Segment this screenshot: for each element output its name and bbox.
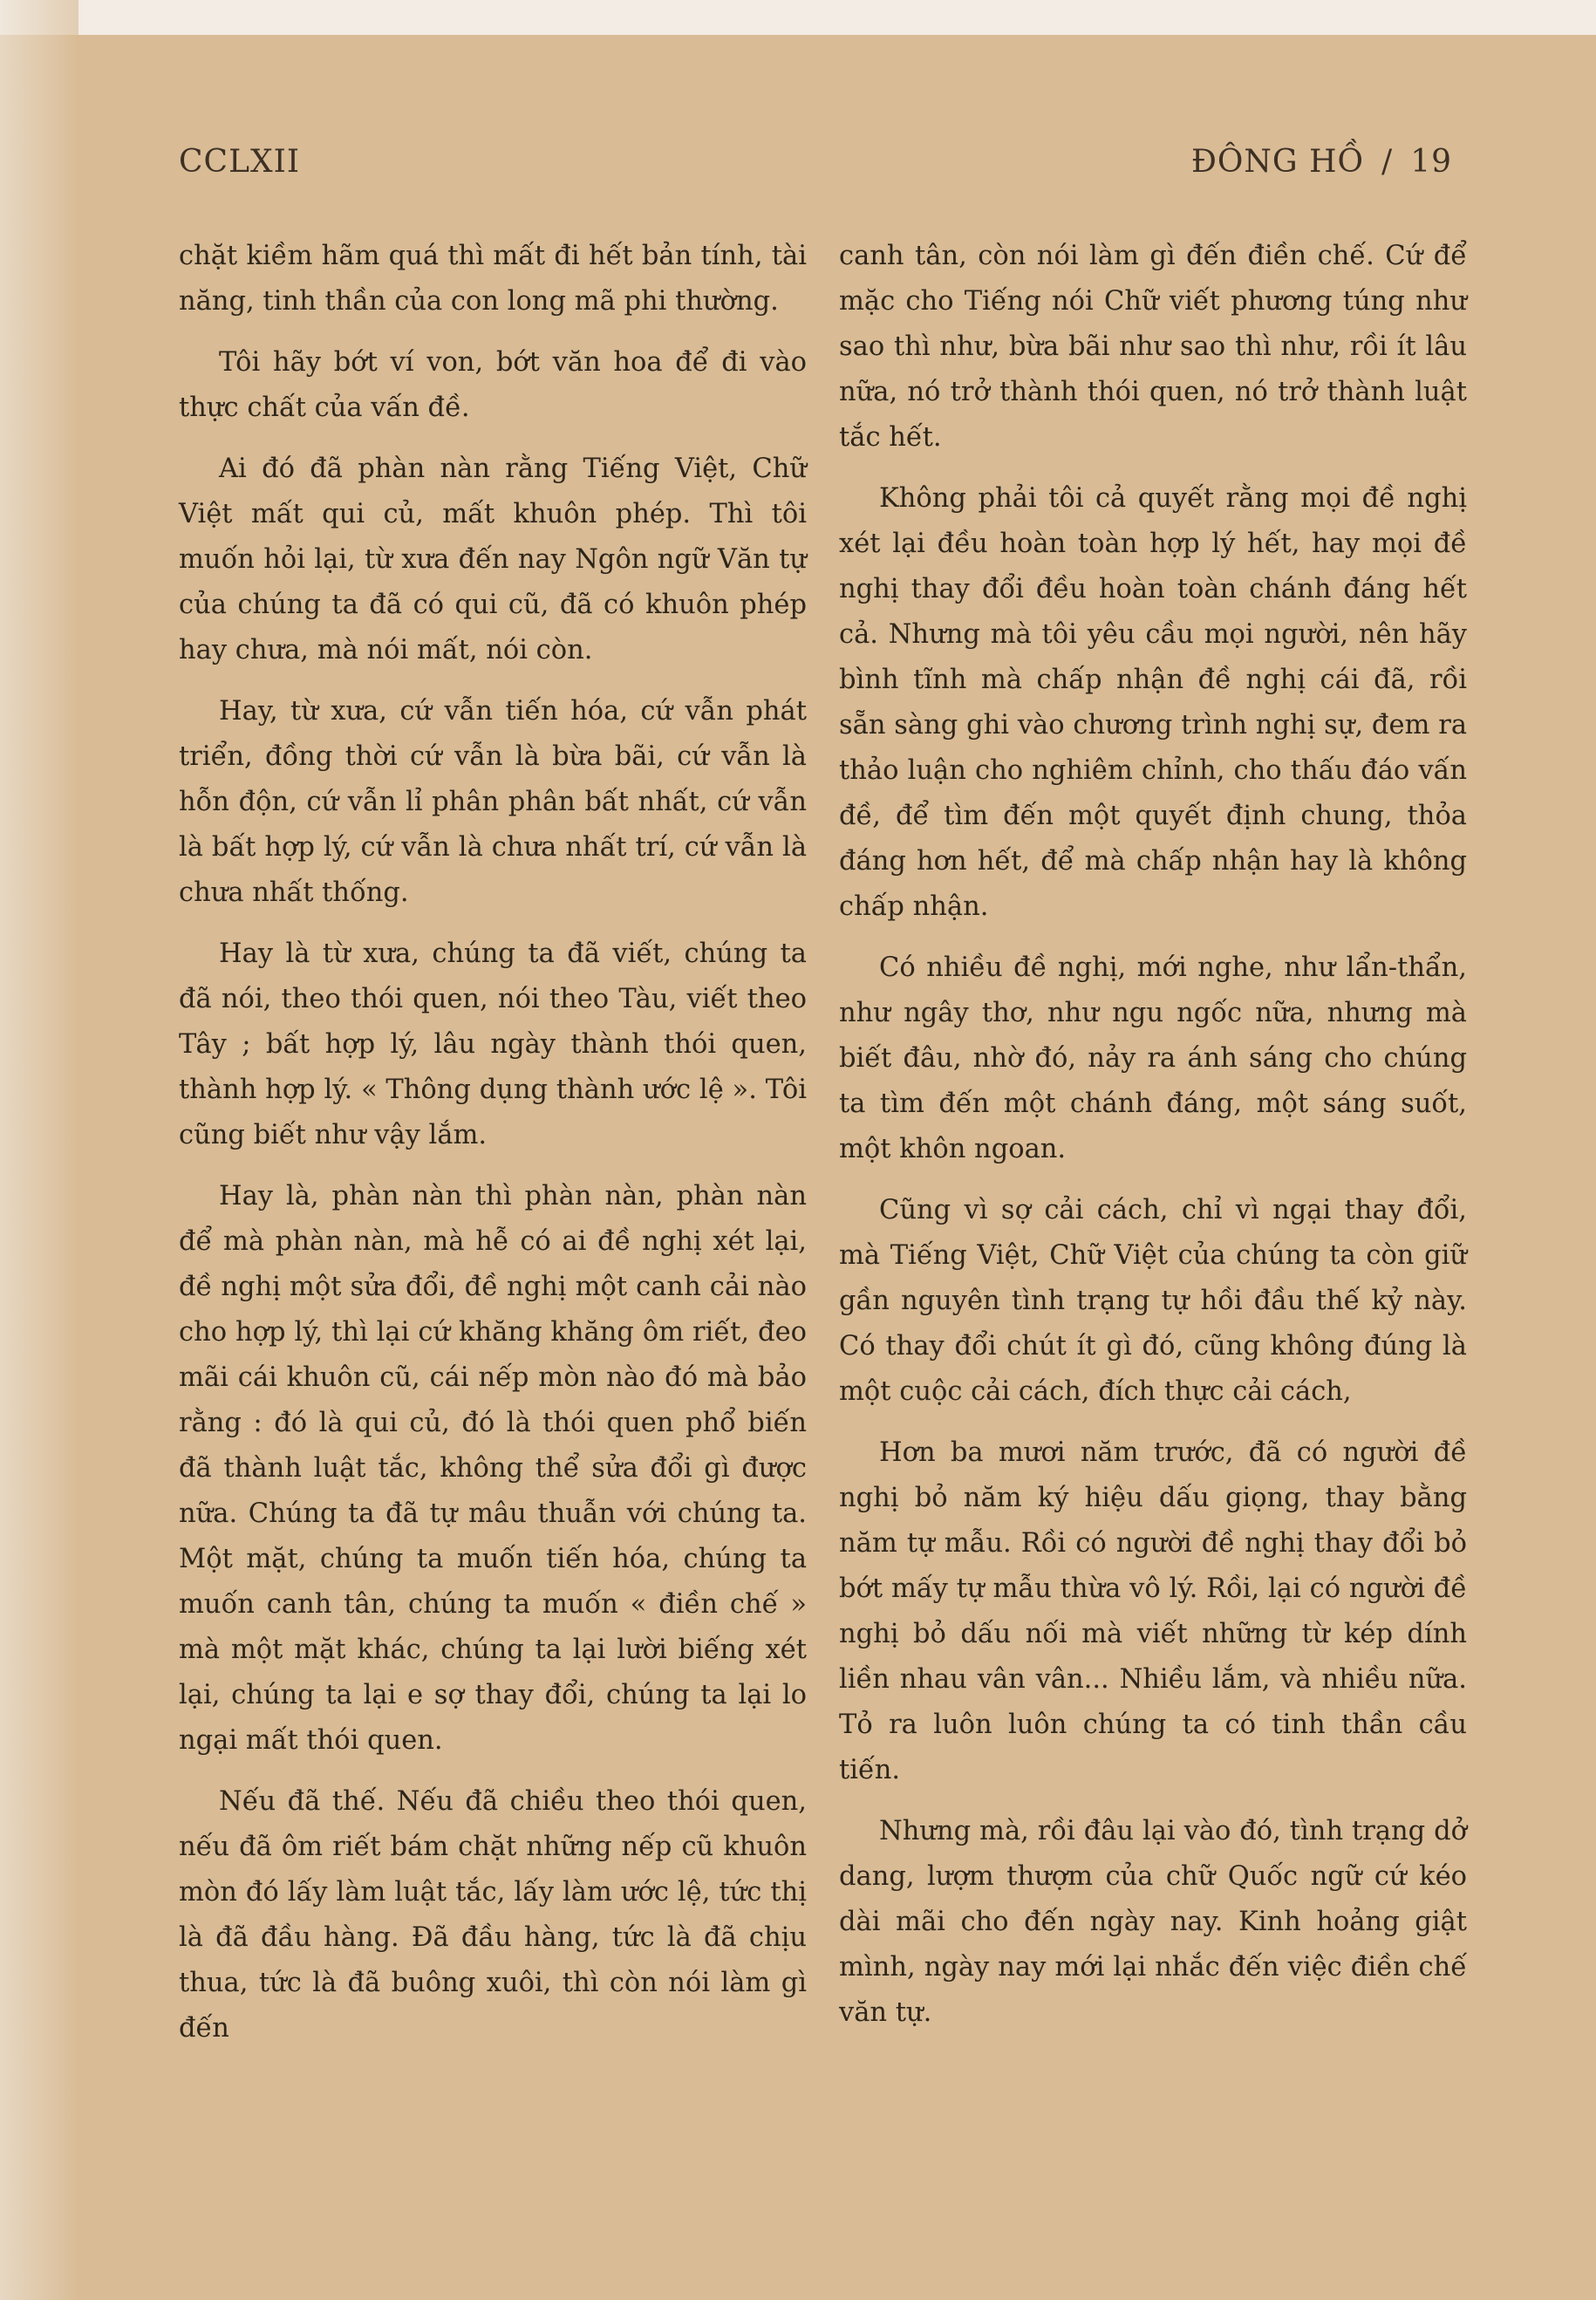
paragraph: Cũng vì sợ cải cách, chỉ vì ngại thay đổi, mà Tiếng Việt, Chữ Việt của chúng ta còn giữ gần nguyên tình trạng tự hồi đầu thế kỷ này. Có thay đổi chút ít gì đó, cũng không đúng là một cuộc cải cách, đích thực cải cách, xyxy=(839,1195,1467,1407)
paragraph: Nhưng mà, rồi đâu lại vào đó, tình trạng dở dang, lượm thượm của chữ Quốc ngữ cứ kéo dài mãi cho đến ngày nay. Kinh hoảng giật mình, ngày nay mới lại nhắc đến việc điền chế văn tự. xyxy=(839,1816,1467,2028)
header-separator: / xyxy=(1381,144,1394,180)
paragraph: Ai đó đã phàn nàn rằng Tiếng Việt, Chữ Việt mất qui củ, mất khuôn phép. Thì tôi muốn hỏi lại, từ xưa đến nay Ngôn ngữ Văn tự của chúng ta đã có qui cũ, đã có khuôn phép hay chưa, mà nói mất, nói còn. xyxy=(179,454,807,665)
header-title: ĐÔNG HỒ xyxy=(1190,144,1365,180)
paragraph: Hay, từ xưa, cứ vẫn tiến hóa, cứ vẫn phát triển, đồng thời cứ vẫn là bừa bãi, cứ vẫn là hỗn độn, cứ vẫn lỉ phân phân bất nhất, cứ vẫn là bất hợp lý, cứ vẫn là chưa nhất trí, cứ vẫn là chưa nhất thống. xyxy=(179,696,807,908)
paragraph: Hay là, phàn nàn thì phàn nàn, phàn nàn để mà phàn nàn, mà hễ có ai đề nghị xét lại, đề nghị một sửa đổi, đề nghị một canh cải nào cho hợp lý, thì lại cứ khăng khăng ôm riết, đeo mãi cái khuôn cũ, cái nếp mòn nào đó mà bảo rằng : đó là qui củ, đó là thói quen phổ biến đã thành luật tắc, không thể sửa đổi gì được nữa. Chúng ta đã tự mâu thuẫn với chúng ta. Một mặt, chúng ta muốn tiến hóa, chúng ta muốn canh tân, chúng ta muốn « điền chế » mà một mặt khác, chúng ta lại lười biếng xét lại, chúng ta lại e sợ thay đổi, chúng ta lại lo ngại mất thói quen. xyxy=(179,1181,807,1756)
scan-background xyxy=(0,0,1596,35)
paragraph: Có nhiều đề nghị, mới nghe, như lẩn-thẩn, như ngây thơ, như ngu ngốc nữa, nhưng mà biết đâu, nhờ đó, nảy ra ánh sáng cho chúng ta tìm đến một chánh đáng, một sáng suốt, một khôn ngoan. xyxy=(839,952,1467,1164)
page-left-edge xyxy=(0,0,78,2300)
running-header xyxy=(179,144,1452,196)
paragraph: chặt kiềm hãm quá thì mất đi hết bản tính, tài năng, tinh thần của con long mã phi thường. xyxy=(179,241,807,317)
section-number: CCLXII xyxy=(179,144,301,180)
header-right xyxy=(1191,144,1452,180)
paragraph: Tôi hãy bớt ví von, bớt văn hoa để đi vào thực chất của vấn đề. xyxy=(179,347,807,423)
paragraph: Không phải tôi cả quyết rằng mọi đề nghị xét lại đều hoàn toàn hợp lý hết, hay mọi đề nghị thay đổi đều hoàn toàn chánh đáng hết cả. Nhưng mà tôi yêu cầu mọi người, nên hãy bình tĩnh mà chấp nhận đề nghị cái đã, rồi sẵn sàng ghi vào chương trình nghị sự, đem ra thảo luận cho nghiêm chỉnh, cho thấu đáo vấn đề, để tìm đến một quyết định chung, thỏa đáng hơn hết, để mà chấp nhận hay là không chấp nhận. xyxy=(839,483,1467,922)
page-number: 19 xyxy=(1410,144,1452,180)
paragraph: Hơn ba mươi năm trước, đã có người đề nghị bỏ năm ký hiệu dấu giọng, thay bằng năm tự mẫu. Rồi có người đề nghị thay đổi bỏ bớt mấy tự mẫu thừa vô lý. Rồi, lại có người đề nghị bỏ dấu nối mà viết những từ kép dính liền nhau vân vân... Nhiều lắm, và nhiều nữa. Tỏ ra luôn luôn chúng ta có tinh thần cầu tiến. xyxy=(839,1437,1467,1785)
text-column-left xyxy=(179,234,807,2067)
text-column-right xyxy=(839,234,1467,2051)
paragraph: Nếu đã thế. Nếu đã chiều theo thói quen, nếu đã ôm riết bám chặt những nếp cũ khuôn mòn đó lấy làm luật tắc, lấy làm ước lệ, tức thị là đã đầu hàng. Đã đầu hàng, tức là đã chịu thua, tức là đã buông xuôi, thì còn nói làm gì đến xyxy=(179,1786,807,2044)
paragraph: canh tân, còn nói làm gì đến điền chế. Cứ để mặc cho Tiếng nói Chữ viết phương túng như sao thì như, bừa bãi như sao thì như, rồi ít lâu nữa, nó trở thành thói quen, nó trở thành luật tắc hết. xyxy=(839,241,1467,453)
paragraph: Hay là từ xưa, chúng ta đã viết, chúng ta đã nói, theo thói quen, nói theo Tàu, viết theo Tây ; bất hợp lý, lâu ngày thành thói quen, thành hợp lý. « Thông dụng thành ước lệ ». Tôi cũng biết như vậy lắm. xyxy=(179,938,807,1150)
